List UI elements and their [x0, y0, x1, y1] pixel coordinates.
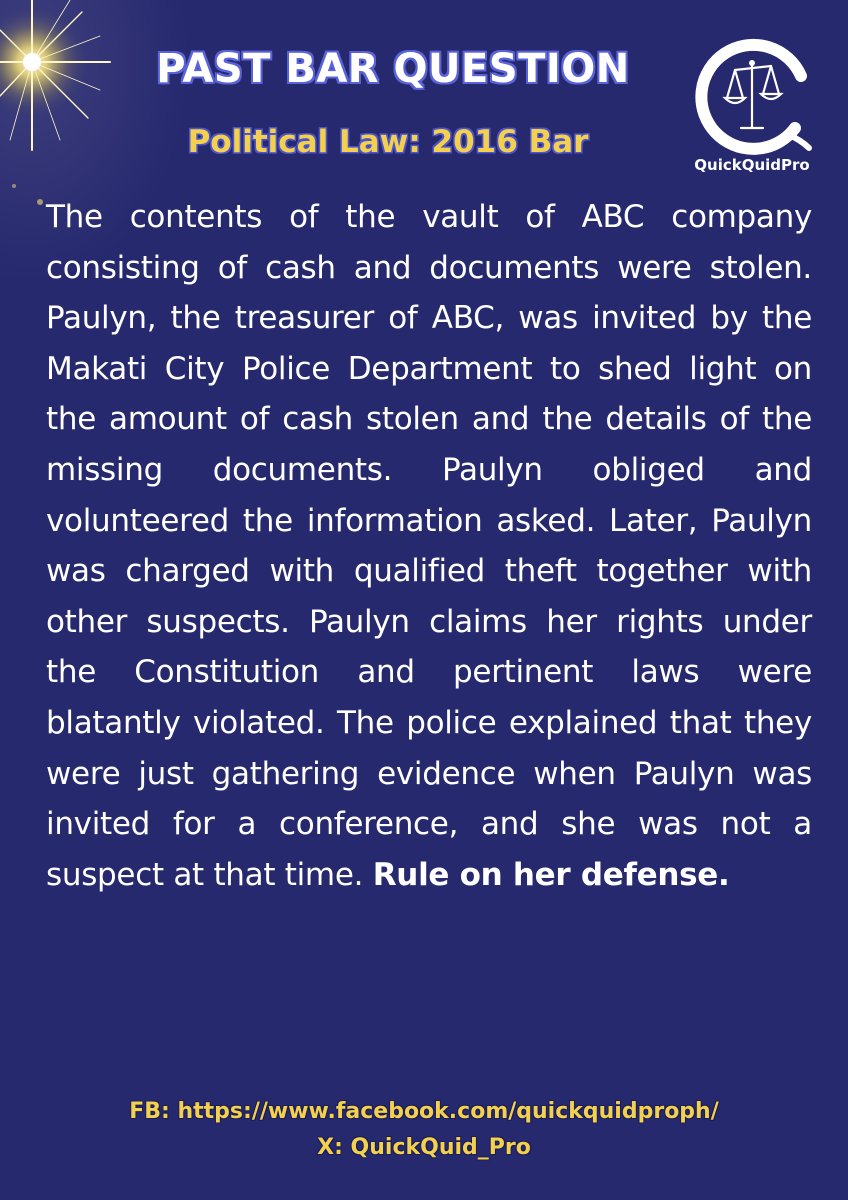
brand-name: QuickQuidPro — [694, 156, 810, 174]
page-subtitle: Political Law: 2016 Bar — [187, 124, 589, 160]
question-instruction: Rule on her defense. — [372, 856, 730, 893]
footer — [40, 1094, 808, 1166]
scales-of-justice-icon — [683, 36, 821, 156]
brand-logo — [683, 36, 821, 184]
facebook-link[interactable]: FB: https://www.facebook.com/quickquidproph/ — [129, 1099, 719, 1124]
question-text: The contents of the vault of ABC company consisting of cash and documents were stolen. Paulyn, the treasurer of ABC, was invited by the Makati City Police Department to shed light on the amount of cash stolen and the details of the missing documents. Paulyn obliged and volunteered the information asked. Later, Paulyn was charged with qualified theft together with other suspects. Paulyn claims her rights under the Constitution and pertinent laws were blatantly violated. The police explained that they were just gathering evidence when Paulyn was invited for a conference, and she was not a suspect at that time. — [46, 199, 812, 893]
page-title: PAST BAR QUESTION — [156, 46, 630, 92]
question-body — [46, 192, 812, 900]
x-handle[interactable]: X: QuickQuid_Pro — [317, 1135, 531, 1160]
